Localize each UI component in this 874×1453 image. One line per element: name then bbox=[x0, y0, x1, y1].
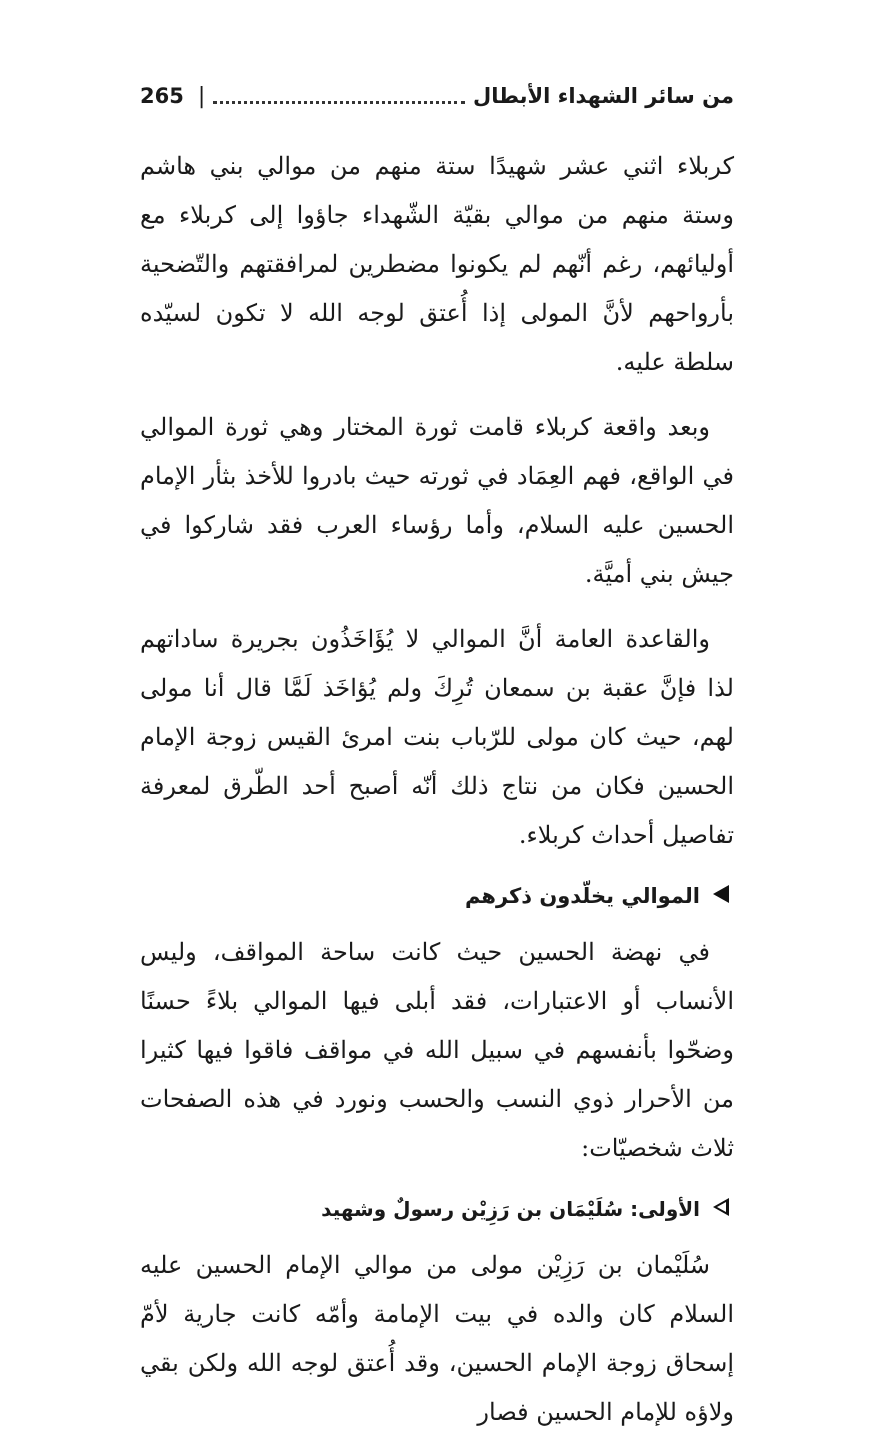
solid-triangle-icon bbox=[708, 884, 734, 908]
subsection-heading-text: الأولى: سُلَيْمَان بن رَزِيْن رسولٌ وشهيد bbox=[321, 1197, 700, 1221]
subsection-heading bbox=[140, 1189, 734, 1229]
header-separator: | bbox=[197, 83, 206, 109]
paragraph-2: وبعد واقعة كربلاء قامت ثورة المختار وهي ثورة الموالي في الواقع، فهم العِمَاد في ثورته حيث بادروا للأخذ بثأر الإمام الحسين عليه السلام، وأما رؤساء العرب فقد شاركوا في جيش بني أميَّة. bbox=[140, 413, 734, 588]
running-header bbox=[140, 78, 734, 114]
outline-triangle-icon bbox=[708, 1197, 734, 1221]
section-heading-text: الموالي يخلّدون ذكرهم bbox=[464, 884, 700, 908]
section-heading bbox=[140, 876, 734, 916]
dotted-leader bbox=[213, 101, 465, 104]
running-header-title: من سائر الشهداء الأبطال bbox=[473, 84, 734, 108]
paragraph-3: والقاعدة العامة أنَّ الموالي لا يُؤَاخَذُون بجريرة ساداتهم لذا فإنَّ عقبة بن سمعان تُرِكَ ولم يُؤاخَذ لَمَّا قال أنا مولى لهم، حيث كان مولى للرّباب بنت امرئ القيس زوجة الإمام الحسين فكان من نتاج ذلك أنّه أصبح أحد الطّرق لمعرفة تفاصيل أحداث كربلاء. bbox=[140, 625, 734, 849]
page-body bbox=[140, 142, 734, 1453]
page-number: 265 bbox=[140, 84, 184, 108]
paragraph-1: كربلاء اثني عشر شهيدًا ستة منهم من موالي بني هاشم وستة منهم من موالي بقيّة الشّهداء جاؤوا إلى كربلاء مع أوليائهم، رغم أنّهم لم يكونوا مضطرين لمرافقتهم والتّضحية بأرواحهم لأنَّ المولى إذا أُعتق لوجه الله لا تكون لسيّده سلطة عليه. bbox=[140, 152, 734, 376]
paragraph-4: في نهضة الحسين حيث كانت ساحة المواقف، وليس الأنساب أو الاعتبارات، فقد أبلى فيها الموالي بلاءً حسنًا وضحّوا بأنفسهم في سبيل الله في مواقف فاقوا فيها كثيرا من الأحرار ذوي النسب والحسب ونورد في هذه الصفحات ثلاث شخصيّات: bbox=[140, 938, 734, 1162]
paragraph-5: سُلَيْمان بن رَزِيْن مولى من موالي الإمام الحسين عليه السلام كان والده في بيت الإمامة وأمّه كانت جارية لأمّ إسحاق زوجة الإمام الحسين، وقد أُعتق لوجه الله ولكن بقي ولاؤه للإمام الحسين فصار bbox=[140, 1251, 734, 1426]
